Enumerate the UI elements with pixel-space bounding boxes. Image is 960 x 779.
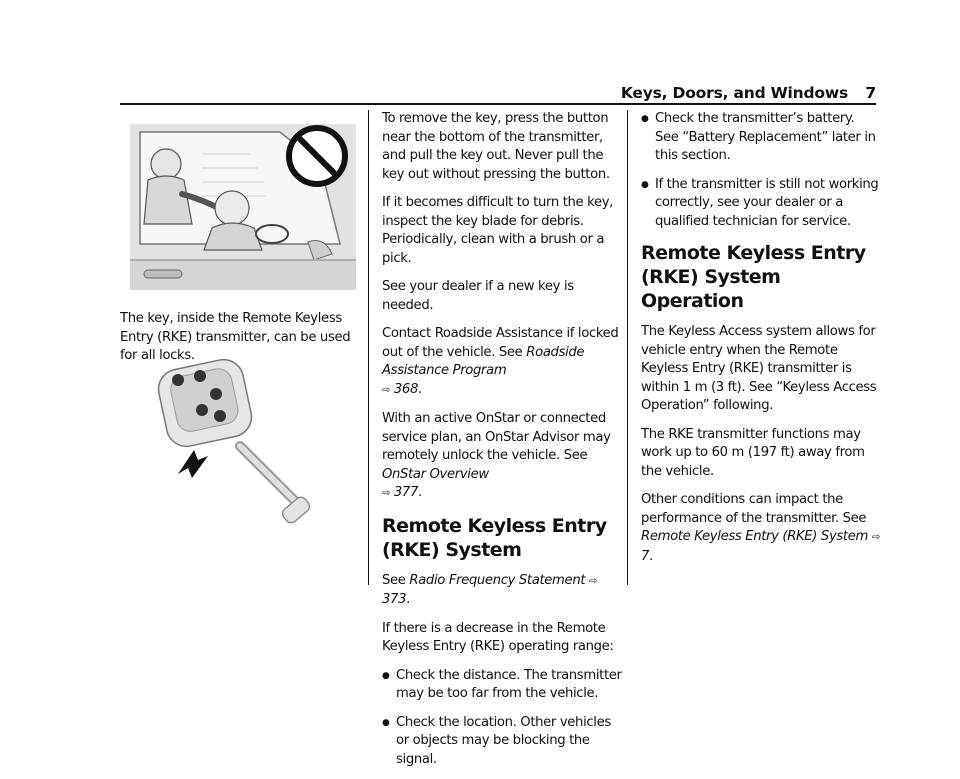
keyless-access-paragraph: The Keyless Access system allows for vehicle entry when the Remote Keyless Entry (RKE) transmitter is within 1 m (3 ft). See “Keyless Access Operation” following. xyxy=(641,324,877,413)
onstar-text: With an active OnStar or connected service plan, an OnStar Advisor may remotely unlock the vehicle. See xyxy=(382,411,611,463)
list-item: ● Check the distance. The transmitter may be too far from the vehicle. xyxy=(382,667,622,704)
roadside-paragraph: Contact Roadside Assistance if locked out of the vehicle. See Roadside Assistance Program ⇨ 368. xyxy=(382,326,619,397)
column-divider-1 xyxy=(368,110,369,585)
key-debris-paragraph: If it becomes difficult to turn the key, inspect the key blade for debris. Periodically, clean with a brush or a pick. xyxy=(382,195,614,266)
rke-system-link[interactable]: Remote Keyless Entry (RKE) System xyxy=(641,529,869,544)
header-rule xyxy=(120,103,876,105)
transmitter-checklist xyxy=(641,110,881,231)
column-divider-2 xyxy=(627,110,628,585)
list-item: ● Check the transmitter’s battery. See “Battery Replacement” later in this section. xyxy=(641,110,881,166)
new-key-paragraph: See your dealer if a new key is needed. xyxy=(382,279,574,313)
key-removal-paragraph: To remove the key, press the button near the bottom of the transmitter, and pull the key out. Never pull the key out without pressing the button. xyxy=(382,111,610,182)
radio-frequency-text: See xyxy=(382,572,410,588)
list-item: ● Check the location. Other vehicles or objects may be blocking the signal. xyxy=(382,714,622,770)
page-ref-arrow-icon: ⇨ xyxy=(382,384,391,396)
radio-frequency-link[interactable]: Radio Frequency Statement xyxy=(409,572,586,588)
rke-system-page-ref[interactable]: 7 xyxy=(641,548,650,564)
onstar-overview-link[interactable]: OnStar Overview xyxy=(382,466,489,482)
page-ref-arrow-icon: ⇨ xyxy=(382,488,391,499)
section-title: Keys, Doors, and Windows xyxy=(620,84,848,102)
list-item: ● If the transmitter is still not working correctly, see your dealer or a qualified technician for service. xyxy=(641,176,881,232)
illustration-caption: The key, inside the Remote Keyless Entry (RKE) transmitter, can be used for all locks. xyxy=(120,311,351,363)
column-3 xyxy=(641,110,881,576)
page-ref-arrow-icon: ⇨ xyxy=(589,575,598,587)
range-paragraph: The RKE transmitter functions may work up to 60 m (197 ft) away from the vehicle. xyxy=(641,426,865,479)
conditions-paragraph: Other conditions can impact the performance of the transmitter. See Remote Keyless Entry (RKE) System ⇨ 7. xyxy=(641,492,880,564)
roadside-assistance-link[interactable]: Roadside Assistance Program xyxy=(382,344,585,378)
onstar-paragraph: With an active OnStar or connected service plan, an OnStar Advisor may remotely unlock the vehicle. See OnStar Overview ⇨ 377. xyxy=(382,411,611,500)
range-decrease-paragraph: If there is a decrease in the Remote Keyless Entry (RKE) operating range: xyxy=(382,620,614,654)
conditions-text: Other conditions can impact the performance of the transmitter. See xyxy=(641,492,867,526)
rke-system-heading: Remote Keyless Entry (RKE) System xyxy=(382,514,607,561)
radio-frequency-paragraph: See Radio Frequency Statement ⇨ 373. xyxy=(382,572,598,607)
column-2 xyxy=(382,110,622,779)
range-checklist xyxy=(382,667,622,770)
rke-operation-heading: Remote Keyless Entry (RKE) System Operation xyxy=(641,242,866,312)
children-in-car-warning-illustration xyxy=(130,124,356,290)
radio-frequency-page-ref[interactable]: 373 xyxy=(382,592,407,607)
page-ref-arrow-icon: ⇨ xyxy=(871,532,880,543)
roadside-page-ref[interactable]: 368 xyxy=(393,381,418,397)
running-header xyxy=(0,84,876,102)
rke-transmitter-key-illustration xyxy=(148,354,332,538)
page-number: 7 xyxy=(865,84,876,102)
roadside-text: Contact Roadside Assistance if locked out of the vehicle. See xyxy=(382,326,619,360)
onstar-page-ref[interactable]: 377 xyxy=(393,485,418,500)
